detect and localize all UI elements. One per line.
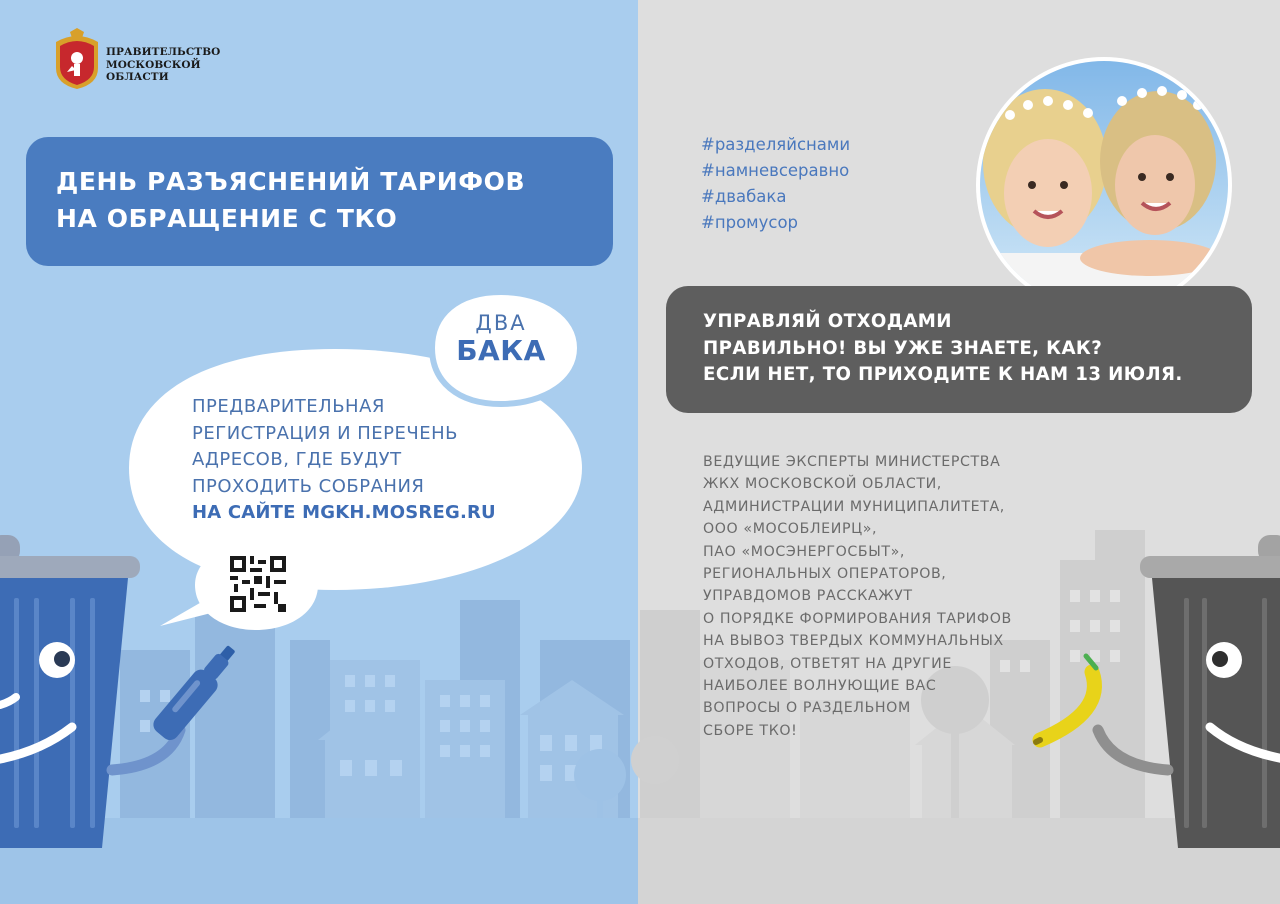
slogan-line: ЕСЛИ НЕТ, ТО ПРИХОДИТЕ К НАМ 13 ИЮЛЯ. bbox=[703, 364, 1183, 385]
hashtag[interactable]: #разделяйснами bbox=[701, 135, 851, 154]
hashtag[interactable]: #двабака bbox=[701, 187, 787, 206]
experts-line: ОТХОДОВ, ОТВЕТЯТ НА ДРУГИЕ bbox=[703, 655, 952, 672]
experts-line: НАИБОЛЕЕ ВОЛНУЮЩИЕ ВАС bbox=[703, 678, 937, 695]
hashtag[interactable]: #промусор bbox=[701, 213, 799, 232]
experts-line: АДМИНИСТРАЦИИ МУНИЦИПАЛИТЕТА, bbox=[703, 498, 1005, 515]
experts-line: ВЕДУЩИЕ ЭКСПЕРТЫ МИНИСТЕРСТВА bbox=[703, 454, 1001, 470]
experts-line: ООО «МОСОБЛЕИРЦ», bbox=[703, 521, 878, 538]
experts-line: ПАО «МОСЭНЕРГОСБЫТ», bbox=[703, 543, 905, 560]
registration-line: РЕГИСТРАЦИЯ И ПЕРЕЧЕНЬ bbox=[192, 422, 458, 444]
experts-line: ЖКХ МОСКОВСКОЙ ОБЛАСТИ, bbox=[703, 476, 942, 493]
title-line: ДЕНЬ РАЗЪЯСНЕНИЙ ТАРИФОВ bbox=[56, 167, 526, 196]
experts-line: СБОРЕ ТКО! bbox=[703, 722, 798, 739]
experts-line: О ПОРЯДКЕ ФОРМИРОВАНИЯ ТАРИФОВ bbox=[703, 610, 1012, 627]
slogan-line: ПРАВИЛЬНО! ВЫ УЖЕ ЗНАЕТЕ, КАК? bbox=[703, 337, 1103, 359]
experts-line: НА ВЫВОЗ ТВЕРДЫХ КОММУНАЛЬНЫХ bbox=[703, 633, 1004, 650]
registration-line: АДРЕСОВ, ГДЕ БУДУТ bbox=[192, 449, 402, 470]
title-line: НА ОБРАЩЕНИЕ С ТКО bbox=[56, 204, 398, 233]
experts-line: УПРАВДОМОВ РАССКАЖУТ bbox=[703, 588, 913, 605]
registration-line: ПРЕДВАРИТЕЛЬНАЯ bbox=[192, 396, 385, 417]
experts-line: РЕГИОНАЛЬНЫХ ОПЕРАТОРОВ, bbox=[703, 566, 947, 583]
brand-baka: БАКА bbox=[456, 334, 546, 367]
brand-dva: ДВА bbox=[475, 311, 527, 335]
logo-line: МОСКОВСКОЙ bbox=[106, 58, 201, 71]
slogan-line: УПРАВЛЯЙ ОТХОДАМИ bbox=[703, 311, 952, 332]
experts-line: ВОПРОСЫ О РАЗДЕЛЬНОМ bbox=[703, 700, 911, 717]
registration-line: ПРОХОДИТЬ СОБРАНИЯ bbox=[192, 475, 425, 497]
registration-site-link[interactable]: НА САЙТЕ MGKH.MOSREG.RU bbox=[192, 502, 496, 523]
hashtag[interactable]: #намневсеравно bbox=[701, 161, 850, 180]
logo-line: ПРАВИТЕЛЬСТВО bbox=[106, 46, 221, 58]
logo-line: ОБЛАСТИ bbox=[106, 71, 169, 83]
